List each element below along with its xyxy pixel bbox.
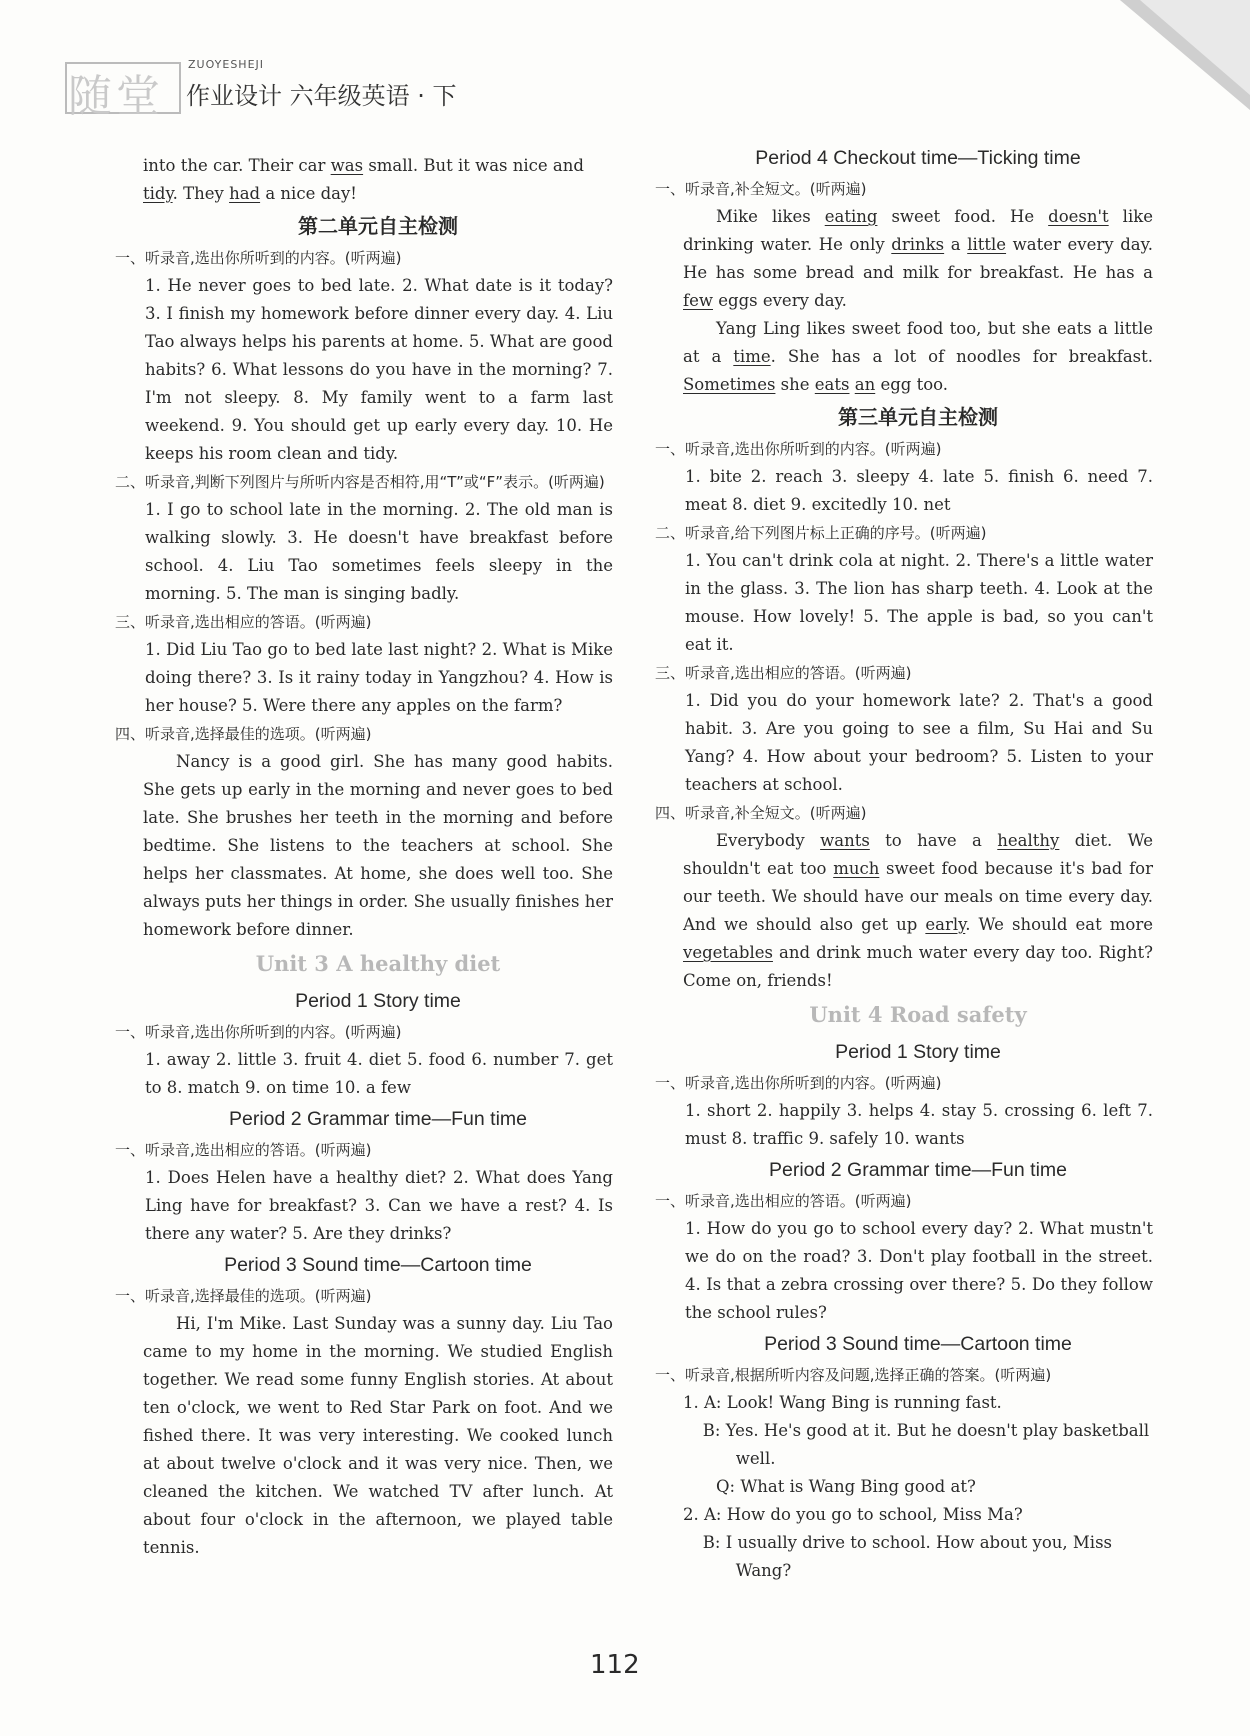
listening-items: 1. bite 2. reach 3. sleepy 4. late 5. finish 6. need 7. meat 8. diet 9. excitedly 10. net [685,467,1153,514]
dialogue-line: 2. A: How do you go to school, Miss Ma? [683,1505,1023,1524]
listening-items: 1. short 2. happily 3. helps 4. stay 5. crossing 6. left 7. must 8. traffic 9. safely 10. wants [685,1101,1153,1148]
brand-logo: 随堂 [68,71,164,122]
listening-items: 1. away 2. little 3. fruit 4. diet 5. food 6. number 7. get to 8. match 9. on time 10. a few [145,1050,613,1097]
book-title: 作业设计 六年级英语 · 下 [186,82,457,110]
period-heading: Period 4 Checkout time—Ticking time [755,147,1081,169]
period-heading: Period 2 Grammar time—Fun time [769,1159,1067,1181]
unit3-test-heading: 第三单元自主检测 [838,405,998,429]
unit3-heading: Unit 3 A healthy diet [255,951,501,976]
intro-text: into the car. Their car was small. But it was nice and tidy. They had a nice day! [143,156,584,203]
passage: Yang Ling likes sweet food too, but she eats a little at a time. She has a lot of noodles for breakfast. Sometimes she eats an egg too. [683,319,1153,394]
dialogue-line: B: I usually drive to school. How about you, Miss Wang? [702,1533,1113,1580]
period-heading: Period 2 Grammar time—Fun time [229,1108,527,1130]
period-heading: Period 1 Story time [835,1041,1001,1063]
period-heading: Period 1 Story time [295,990,461,1012]
listening-items: 1. I go to school late in the morning. 2. The old man is walking slowly. 3. He doesn't have breakfast before school. 4. Liu Tao sometimes feels sleepy in the morning. 5. The man is singing badly. [145,500,613,603]
section-label: 一、听录音,选出相应的答语。(听两遍) [115,1141,372,1159]
listening-items: 1. He never goes to bed late. 2. What date is it today? 3. I finish my homework before dinner every day. 4. Liu Tao always helps his parents at home. 5. What are good habits? 6. What lessons do you have in the morning? 7. I'm not sleepy. 8. My family went to a farm last weekend. 9. You should get up early every day. 10. He keeps his room clean and tidy. [145,276,613,463]
page-number: 112 [590,1650,640,1680]
section-label: 三、听录音,选出相应的答语。(听两遍) [115,613,372,631]
left-column [115,152,613,1562]
section-label: 一、听录音,补全短文。(听两遍) [655,180,867,198]
page-curl-icon [1120,0,1250,110]
section-label: 一、听录音,选出你所听到的内容。(听两遍) [655,440,942,458]
section-label: 一、听录音,选择最佳的选项。(听两遍) [115,1287,372,1305]
section-label: 三、听录音,选出相应的答语。(听两遍) [655,664,912,682]
right-column [655,147,1154,1585]
passage: Mike likes eating sweet food. He doesn't like drinking water. He only drinks a little water every day. He has some bread and milk for breakfast. He has a few eggs every day. [683,207,1153,310]
section-label: 二、听录音,判断下列图片与所听内容是否相符,用“T”或“F”表示。(听两遍) [115,473,605,491]
section-label: 四、听录音,选择最佳的选项。(听两遍) [115,725,372,743]
brand-pinyin: ZUOYESHEJI [188,58,265,71]
passage: Hi, I'm Mike. Last Sunday was a sunny day. Liu Tao came to my home in the morning. We studied English together. We read some funny English stories. At about ten o'clock, we went to Red Star Park on foot. And we fished there. It was very interesting. We cooked lunch at about twelve o'clock and it was very nice. Then, we cleaned the kitchen. We watched TV after lunch. At about four o'clock in the afternoon, we played table tennis. [143,1314,613,1557]
section-label: 一、听录音,选出相应的答语。(听两遍) [655,1192,912,1210]
listening-items: 1. Does Helen have a healthy diet? 2. What does Yang Ling have for breakfast? 3. Can we have a rest? 4. Is there any water? 5. Are they drinks? [145,1168,613,1243]
dialogue-question: Q: What is Wang Bing good at? [716,1477,976,1496]
section-label: 一、听录音,选出你所听到的内容。(听两遍) [655,1074,942,1092]
page-header [0,0,1250,130]
unit4-heading: Unit 4 Road safety [809,1002,1027,1027]
section-label: 一、听录音,选出你所听到的内容。(听两遍) [115,249,402,267]
period-heading: Period 3 Sound time—Cartoon time [764,1333,1072,1355]
listening-items: 1. You can't drink cola at night. 2. There's a little water in the glass. 3. The lion has sharp teeth. 4. Look at the mouse. How lovely! 5. The apple is bad, so you can't eat it. [685,551,1153,654]
period-heading: Period 3 Sound time—Cartoon time [224,1254,532,1276]
section-label: 一、听录音,根据所听内容及问题,选择正确的答案。(听两遍) [655,1366,1052,1384]
passage: Nancy is a good girl. She has many good habits. She gets up early in the morning and never goes to bed late. She brushes her teeth in the morning and before bedtime. She listens to the teachers at school. She helps her classmates. At home, she does well too. She always puts her things in order. She usually finishes her homework before dinner. [143,752,613,939]
passage: Everybody wants to have a healthy diet. We shouldn't eat too much sweet food because it's bad for our teeth. We should have our meals on time every day. And we should also get up early. We should eat more vegetables and drink much water every day too. Right? Come on, friends! [683,831,1154,990]
listening-items: 1. Did Liu Tao go to bed late last night? 2. What is Mike doing there? 3. Is it rainy today in Yangzhou? 4. How is her house? 5. Were there any apples on the farm? [145,640,613,715]
dialogue-line: B: Yes. He's good at it. But he doesn't play basketball well. [702,1421,1150,1468]
section-label: 二、听录音,给下列图片标上正确的序号。(听两遍) [655,524,987,542]
section-label: 一、听录音,选出你所听到的内容。(听两遍) [115,1023,402,1041]
listening-items: 1. How do you go to school every day? 2. What mustn't we do on the road? 3. Don't play football in the street. 4. Is that a zebra crossing over there? 5. Do they follow the school rules? [685,1219,1153,1322]
listening-items: 1. Did you do your homework late? 2. That's a good habit. 3. Are you going to see a film, Su Hai and Su Yang? 4. How about your bedroom? 5. Listen to your teachers at school. [685,691,1153,794]
dialogue-line: 1. A: Look! Wang Bing is running fast. [683,1393,1002,1412]
unit2-test-heading: 第二单元自主检测 [298,214,458,238]
section-label: 四、听录音,补全短文。(听两遍) [655,804,867,822]
